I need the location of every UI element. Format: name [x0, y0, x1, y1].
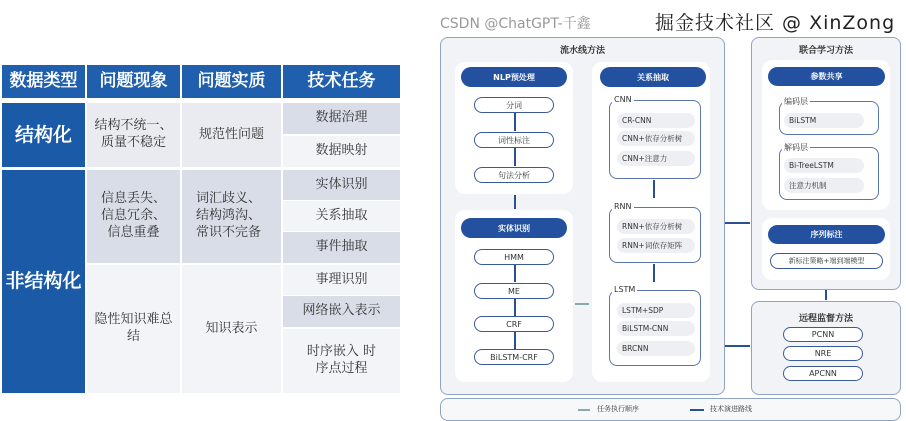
evolution-arrow: [725, 222, 750, 224]
task-cell: 时序嵌入 时序点过程: [283, 329, 400, 393]
unstructured-essence-2: 知识表示: [182, 265, 281, 393]
header-task: 技术任务: [283, 65, 400, 98]
re-item: BRCNN: [617, 341, 695, 356]
ner-step: ME: [474, 283, 554, 299]
header-essence: 问题实质: [182, 65, 281, 98]
legend-order: 任务执行顺序: [597, 405, 639, 413]
distant-title: 远程监督方法: [798, 314, 853, 324]
arrow: [514, 332, 516, 349]
re-item: RNN+词依存矩阵: [617, 238, 695, 253]
ner-step: BiLSTM-CRF: [474, 349, 554, 365]
arrow: [514, 299, 516, 316]
unstructured-phenomenon-2: 隐性知识难总结: [87, 265, 180, 393]
nlp-title: NLP预处理: [461, 67, 567, 87]
header-data-type: 数据类型: [2, 65, 85, 98]
seq-item: 新标注策略+端到端模型: [770, 253, 883, 269]
re-title: 关系抽取: [600, 67, 706, 87]
arrow: [653, 180, 655, 198]
pipeline-title: 流水线方法: [559, 46, 605, 56]
ner-title: 实体识别: [461, 218, 567, 238]
ner-step: HMM: [474, 249, 554, 265]
param-item: Bi-TreeLSTM: [784, 158, 864, 173]
ner-step: CRF: [474, 316, 554, 332]
re-item: CNN+依存分析树: [617, 131, 695, 146]
arrow: [514, 265, 516, 282]
arrow: [514, 113, 516, 131]
nlp-step: 句法分析: [474, 167, 554, 183]
distant-item: PCNN: [783, 327, 863, 342]
unstructured-phenomenon-1: 信息丢失、信息冗余、信息重叠: [87, 170, 180, 263]
structured-phenomenon: 结构不统一、质量不稳定: [87, 103, 180, 167]
seq-title: 序列标注: [768, 225, 885, 244]
re-group-rnn: [609, 207, 701, 263]
header-phenomenon: 问题现象: [87, 65, 180, 98]
re-item: RNN+依存分析树: [617, 219, 695, 234]
task-cell: 事件抽取: [283, 232, 400, 263]
type-unstructured: 非结构化: [2, 170, 85, 393]
re-group-label: RNN: [614, 202, 632, 211]
re-group-label: CNN: [614, 95, 632, 104]
legend-evolution: 技术演进路线: [710, 405, 752, 413]
re-item: CR-CNN: [617, 113, 695, 128]
unstructured-essence-1: 词汇歧义、结构鸿沟、常识不完备: [182, 170, 281, 263]
task-cell: 事理识别: [283, 265, 400, 295]
evolution-arrow: [725, 345, 750, 347]
arrow: [825, 290, 827, 300]
watermark: 掘金技术社区 @ XinZong: [655, 12, 896, 34]
legend-bar: [440, 398, 901, 421]
arrow: [514, 148, 516, 166]
watermark-csdn: CSDN @ChatGPT-千鑫: [440, 16, 591, 32]
structured-essence: 规范性问题: [182, 103, 281, 167]
distant-item: APCNN: [783, 366, 863, 381]
re-item: CNN+注意力: [617, 151, 695, 166]
param-item: BiLSTM: [784, 113, 864, 128]
re-group-label: LSTM: [614, 285, 636, 294]
distant-item: NRE: [783, 346, 863, 361]
group-label: 编码层: [784, 97, 808, 106]
type-structured: 结构化: [2, 103, 85, 167]
joint-title: 联合学习方法: [798, 46, 853, 56]
order-legend-arrow: [578, 409, 590, 411]
group-label: 解码层: [784, 143, 808, 152]
re-item: BiLSTM-CNN: [617, 321, 695, 336]
evolution-legend-arrow: [690, 409, 704, 411]
nlp-step: 词性标注: [474, 132, 554, 148]
nlp-step: 分词: [474, 97, 554, 113]
task-cell: 关系抽取: [283, 201, 400, 231]
arrow: [653, 264, 655, 282]
re-item: LSTM+SDP: [617, 303, 695, 318]
task-cell: 网络嵌入表示: [283, 296, 400, 327]
task-cell: 数据治理: [283, 103, 400, 134]
task-cell: 实体识别: [283, 170, 400, 200]
arrow: [514, 195, 516, 209]
order-arrow: [575, 303, 589, 305]
param-title: 参数共享: [768, 67, 885, 86]
param-item: 注意力机制: [784, 178, 864, 193]
task-cell: 数据映射: [283, 136, 400, 167]
